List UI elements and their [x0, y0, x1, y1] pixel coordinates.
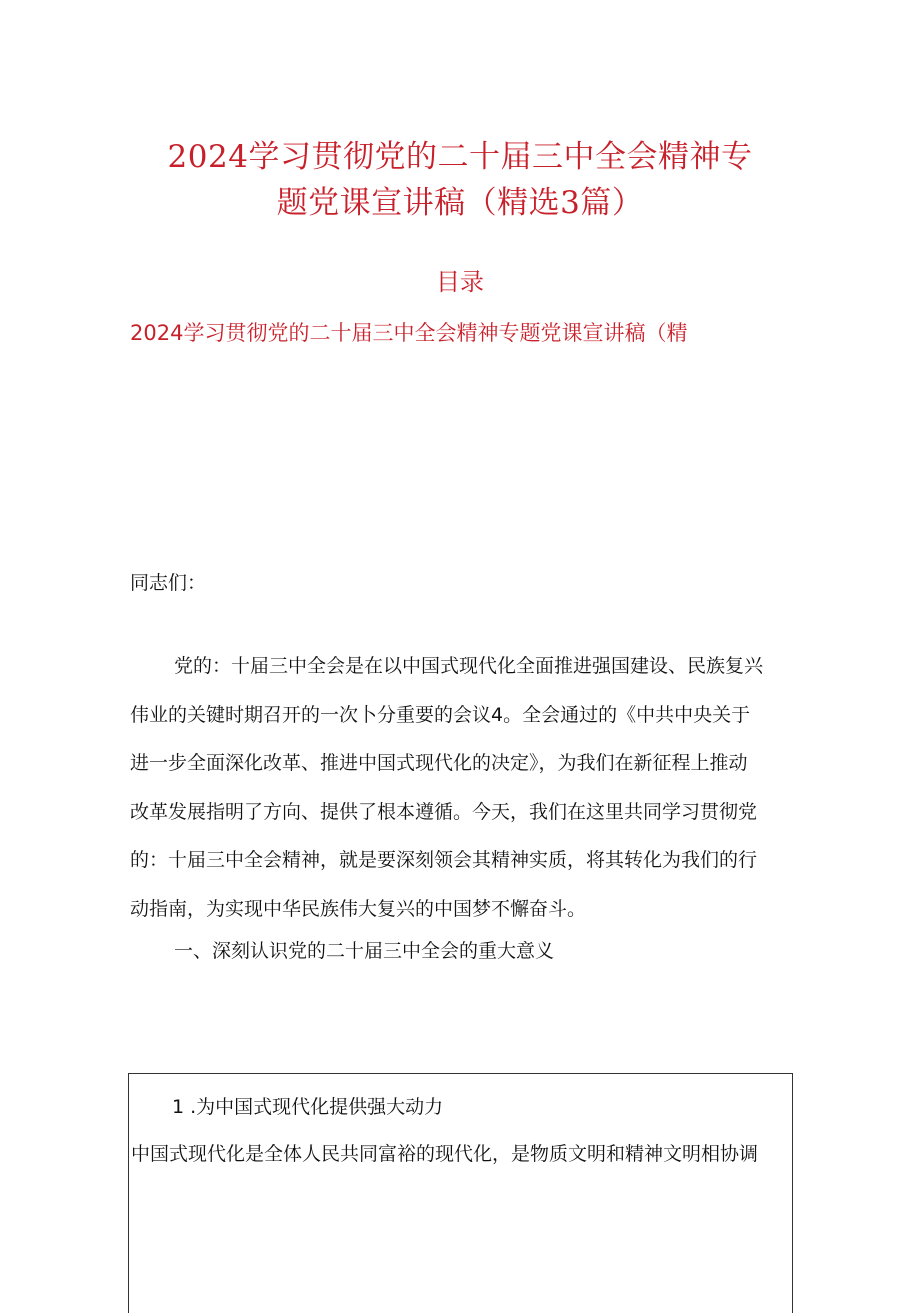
paragraph-line: 的：十届三中全会精神，就是要深刻领会其精神实质，将其转化为我们的行 [130, 849, 758, 871]
section-heading: 一、深刻认识党的二十届三中全会的重大意义 [174, 940, 555, 962]
intro-paragraph [130, 642, 790, 933]
paragraph-line: 动指南，为实现中华民族伟大复兴的中国梦不懈奋斗。 [130, 897, 587, 920]
paragraph-line: 改革发展指明了方向、提供了根本遵循。今天，我们在这里共同学习贯彻党 [130, 800, 758, 823]
toc-entry-1[interactable]: 2024学习贯彻党的二十届三中全会精神专题党课宣讲稿（精 [130, 321, 688, 345]
paragraph-line: 伟业的关键时期召开的一次卜分重要的会议4。全会通过的《中共中央关于 [130, 703, 751, 726]
paragraph-line: 进一步全面深化改革、推进中国式现代化的决定》，为我们在新征程上推动 [130, 752, 748, 774]
sub-heading: 1 .为中国式现代化提供强大动力 [172, 1096, 444, 1118]
document-title [60, 134, 860, 226]
title-line-1: 2024学习贯彻党的二十届三中全会精神专 [167, 139, 753, 175]
salutation: 同志们： [130, 572, 207, 594]
title-line-2: 题党课宣讲稿（精选3篇） [276, 185, 644, 221]
toc-heading: 目录 [436, 268, 484, 296]
paragraph-line: 党的：十届三中全会是在以中国式现代化全面推进强国建设、民族复兴 [174, 655, 764, 677]
frame-text: 中国式现代化是全体人民共同富裕的现代化，是物质文明和精神文明相协调 [131, 1143, 759, 1165]
